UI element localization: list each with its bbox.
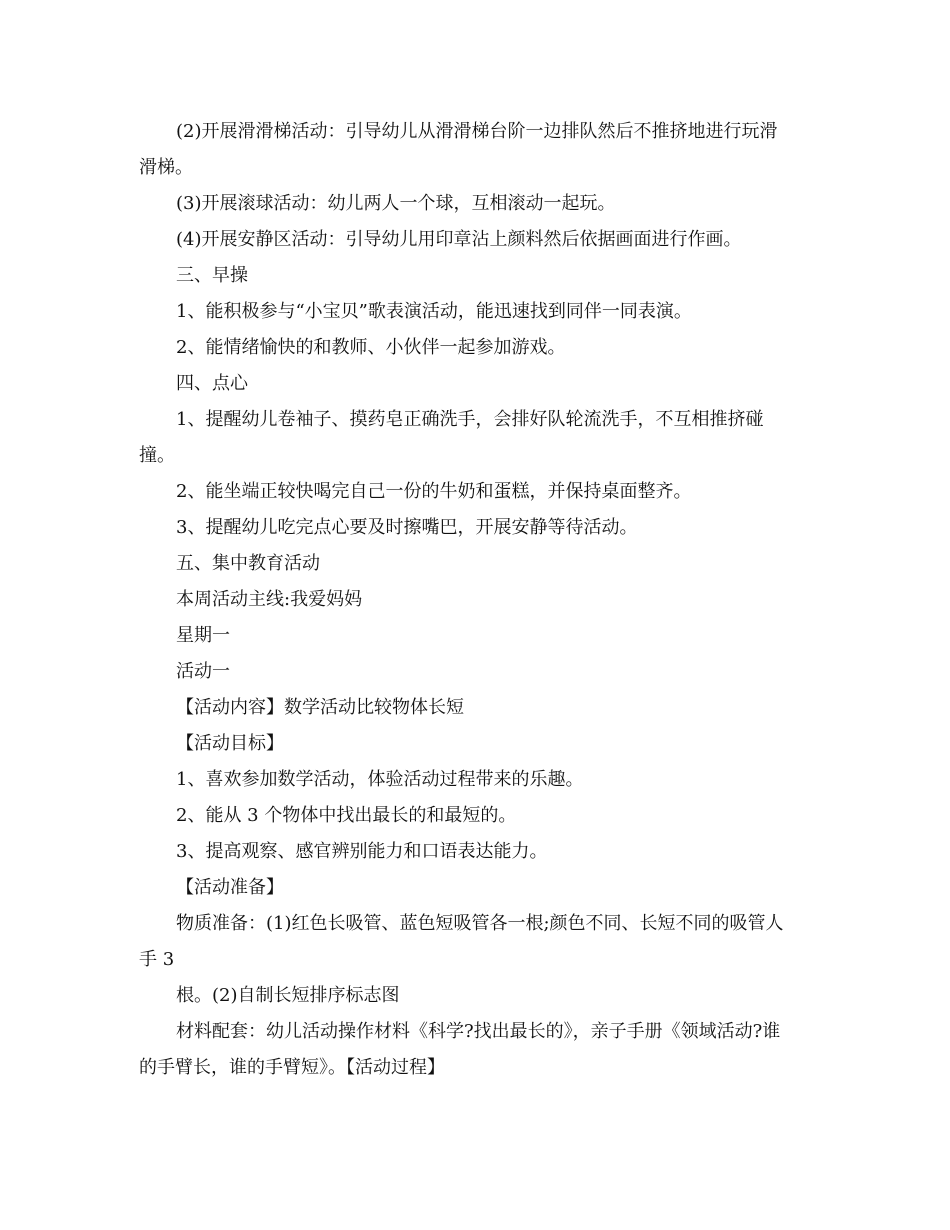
paragraph-line: 物质准备：(1)红色长吸管、蓝色短吸管各一根;颜色不同、长短不同的吸管人 [176,913,784,934]
paragraph-line: 的手臂长，谁的手臂短》。【活动过程】 [139,1057,445,1078]
paragraph-line: (2)开展滑滑梯活动：引导幼儿从滑滑梯台阶一边排队然后不推挤地进行玩滑 [176,121,778,142]
paragraph-line: 本周活动主线:我爱妈妈 [176,589,363,610]
paragraph-line: 活动一 [176,661,230,682]
paragraph-line: 2、能情绪愉快的和教师、小伙伴一起参加游戏。 [176,337,566,358]
paragraph-line: 根。(2)自制长短排序标志图 [176,985,400,1006]
paragraph-line: 1、喜欢参加数学活动，体验活动过程带来的乐趣。 [176,769,584,790]
paragraph-line: 1、能积极参与“小宝贝”歌表演活动，能迅速找到同伴一同表演。 [176,301,692,322]
paragraph-line: 1、提醒幼儿卷袖子、摸药皂正确洗手，会排好队轮流洗手，不互相推挤碰 [176,409,764,430]
paragraph-line: 2、能从 3 个物体中找出最长的和最短的。 [176,805,517,826]
section-heading: 三、早操 [176,265,248,286]
paragraph-line: (3)开展滚球活动：幼儿两人一个球，互相滚动一起玩。 [176,193,616,214]
paragraph-line: 手 3 [139,949,175,970]
paragraph-line: 【活动准备】 [176,877,284,898]
paragraph-line: 材料配套：幼儿活动操作材料《科学?找出最长的》，亲子手册《领域活动?谁 [176,1021,781,1042]
paragraph-line: 【活动目标】 [176,733,284,754]
paragraph-line: 3、提高观察、感官辨别能力和口语表达能力。 [176,841,548,862]
section-heading: 五、集中教育活动 [176,553,320,574]
paragraph-line: 3、提醒幼儿吃完点心要及时擦嘴巴，开展安静等待活动。 [176,517,638,538]
section-heading: 四、点心 [176,373,248,394]
paragraph-line: 星期一 [176,625,230,646]
paragraph-line: (4)开展安静区活动：引导幼儿用印章沾上颜料然后依据画面进行作画。 [176,229,742,250]
paragraph-line: 2、能坐端正较快喝完自己一份的牛奶和蛋糕，并保持桌面整齐。 [176,481,692,502]
paragraph-line: 撞。 [139,445,175,466]
paragraph-line: 【活动内容】数学活动比较物体长短 [176,697,464,718]
paragraph-line: 滑梯。 [139,157,193,178]
